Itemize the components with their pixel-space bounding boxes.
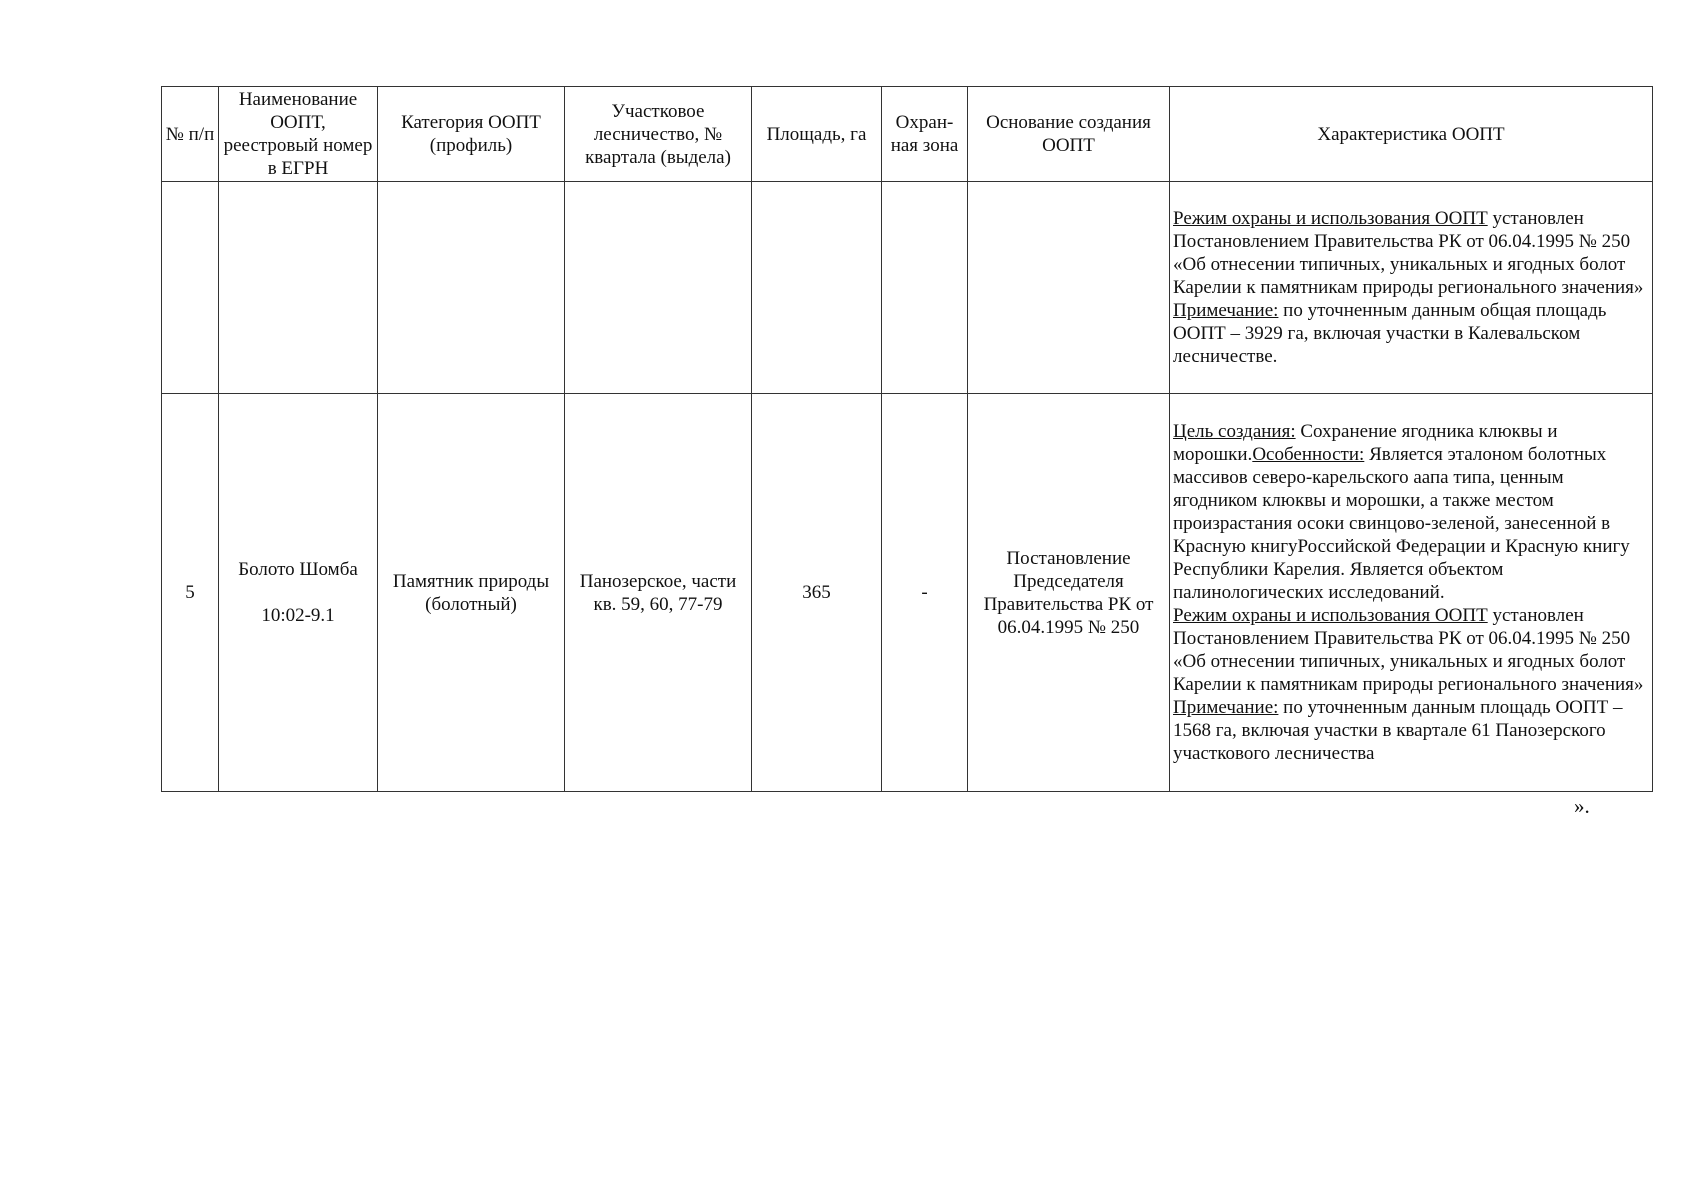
note-paragraph (1173, 696, 1649, 765)
regime-text: установлен Постановлением Правительства РК от 06.04.1995 № 250 (1173, 208, 1631, 252)
header-category: Категория ООПТ (профиль) (378, 87, 565, 182)
note-label: Примечание: (1173, 697, 1279, 718)
goal-label: Цель создания: (1173, 421, 1296, 442)
cell-basis: Постановление Председателя Правительства РК от 06.04.1995 № 250 (968, 394, 1170, 792)
header-name: Наименование ООПТ, реестровый номер в ЕГРН (219, 87, 378, 182)
decree-title: «Об отнесении типичных, уникальных и ягодных болот Карелии к памятникам природы регионального значения» (1173, 254, 1644, 298)
features-text: Является эталоном болотных массивов северо-карельского аапа типа, ценным ягодником клюквы и морошки, а также местом произрастания осоки свинцово-зеленой, занесенной в Красную книгуРоссийской Федерации и Красную книгу Республики Карелия. Является объектом палинологических исследований. (1173, 444, 1630, 603)
regime-label: Режим охраны и использования ООПТ (1173, 605, 1488, 626)
regime-paragraph (1173, 207, 1649, 253)
oopt-reg-number: 10:02-9.1 (261, 605, 335, 626)
header-basis: Основание создания ООПТ (968, 87, 1170, 182)
header-num: № п/п (162, 87, 219, 182)
closing-quote: ». (1574, 794, 1590, 818)
cell-empty (162, 182, 219, 394)
note-label: Примечание: (1173, 300, 1279, 321)
cell-category: Памятник природы (болотный) (378, 394, 565, 792)
cell-empty (752, 182, 882, 394)
table-header-row (162, 87, 1653, 182)
oopt-table (161, 86, 1653, 792)
cell-characteristic (1170, 182, 1653, 394)
cell-empty (378, 182, 565, 394)
cell-area: 365 (752, 394, 882, 792)
table-row-5 (162, 394, 1653, 792)
table-row-continuation (162, 182, 1653, 394)
note-text: по уточненным данным площадь ООПТ – 1568 га, включая участки в квартале 61 Панозерского участкового лесничества (1173, 697, 1623, 764)
note-paragraph (1173, 299, 1649, 368)
features-label: Особенности: (1252, 444, 1365, 465)
goal-text: Сохранение ягодника клюквы и морошки. (1173, 421, 1558, 465)
cell-empty (968, 182, 1170, 394)
header-characteristic: Характеристика ООПТ (1170, 87, 1653, 182)
regime-paragraph (1173, 604, 1649, 650)
cell-num: 5 (162, 394, 219, 792)
decree-title: «Об отнесении типичных, уникальных и ягодных болот Карелии к памятникам природы регионального значения» (1173, 651, 1644, 695)
cell-empty (882, 182, 968, 394)
oopt-name: Болото Шомба (238, 559, 358, 580)
cell-forestry: Панозерское, части кв. 59, 60, 77-79 (565, 394, 752, 792)
header-forestry: Участковое лесничество, № квартала (выдела) (565, 87, 752, 182)
goal-paragraph (1173, 420, 1649, 604)
regime-text: установлен Постановлением Правительства РК от 06.04.1995 № 250 (1173, 605, 1631, 649)
note-text: по уточненным данным общая площадь ООПТ – 3929 га, включая участки в Калевальском лесничестве. (1173, 300, 1607, 367)
cell-zone: - (882, 394, 968, 792)
cell-empty (219, 182, 378, 394)
cell-empty (565, 182, 752, 394)
header-zone: Охран- ная зона (882, 87, 968, 182)
cell-name (219, 394, 378, 792)
cell-characteristic (1170, 394, 1653, 792)
header-area: Площадь, га (752, 87, 882, 182)
regime-label: Режим охраны и использования ООПТ (1173, 208, 1488, 229)
